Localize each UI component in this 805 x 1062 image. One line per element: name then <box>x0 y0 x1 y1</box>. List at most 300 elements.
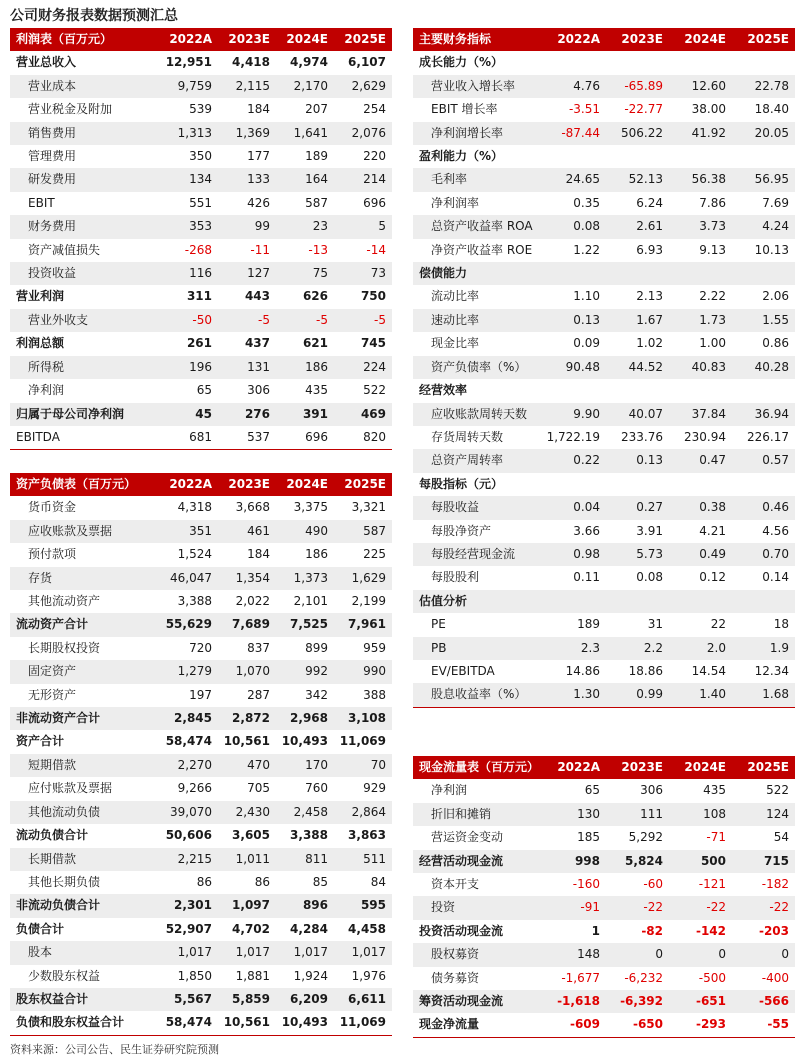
row-label: 其他长期负债 <box>28 874 101 889</box>
cell-value: 7,689 <box>218 613 276 636</box>
cell-value: -650 <box>632 1017 663 1032</box>
cell-value: 4.76 <box>543 75 606 98</box>
table-row <box>10 122 392 145</box>
cell-value: 595 <box>334 894 392 917</box>
cell-value: 4,418 <box>232 55 270 70</box>
table-row <box>413 660 795 683</box>
table-row <box>10 801 392 824</box>
cell-value: 715 <box>732 850 795 873</box>
cell-value: 177 <box>247 149 270 164</box>
row-label: 净利润 <box>431 783 468 798</box>
table-row <box>10 590 392 613</box>
table-row <box>10 988 392 1011</box>
table-row <box>10 660 392 683</box>
cash-flow-table <box>413 756 795 1038</box>
table-row <box>10 51 392 74</box>
cell-value: 4.24 <box>732 215 795 238</box>
row-label: 非流动负债合计 <box>10 894 160 917</box>
year-header: 2023E <box>606 756 669 779</box>
table-row <box>413 356 795 379</box>
cell-value: 37.84 <box>669 403 732 426</box>
cell-value: 130 <box>543 803 606 826</box>
cell-value: 353 <box>160 215 218 238</box>
cell-value: 342 <box>305 687 328 702</box>
cell-value: 306 <box>247 383 270 398</box>
cell-value: 4,318 <box>177 500 212 515</box>
table-row <box>10 496 392 519</box>
cell-value: 85 <box>312 874 328 889</box>
cell-value: 9,266 <box>177 781 212 796</box>
cell-value: 3,388 <box>290 828 328 843</box>
cell-value: 3,668 <box>235 500 270 515</box>
cell-value: 55,629 <box>160 613 218 636</box>
cell-value: 5,567 <box>160 988 218 1011</box>
row-label: 其他流动负债 <box>10 801 160 824</box>
cell-value: 12,951 <box>165 55 212 70</box>
table-row <box>10 848 392 871</box>
cell-value: 2,872 <box>218 707 276 730</box>
cell-value: 1.40 <box>669 683 732 707</box>
cell-value: 0.27 <box>606 496 669 519</box>
cell-value: 522 <box>363 383 386 398</box>
cell-value: -22 <box>669 896 732 919</box>
cell-value: 4.56 <box>762 523 789 538</box>
cell-value <box>543 51 606 74</box>
table-row <box>413 145 795 168</box>
cell-value: -203 <box>758 923 789 938</box>
cell-value: 18.86 <box>628 663 663 678</box>
cell-value: 39,070 <box>160 801 218 824</box>
cell-value: -22 <box>606 896 669 919</box>
cell-value: 470 <box>218 754 276 777</box>
table-row <box>413 496 795 519</box>
cell-value: 52,907 <box>165 921 212 936</box>
year-header: 2022A <box>160 28 218 51</box>
table-row <box>413 262 795 285</box>
cell-value: 461 <box>218 520 276 543</box>
cell-value: 40.07 <box>606 403 669 426</box>
row-label: 营业外收支 <box>10 309 160 332</box>
cell-value: 2.13 <box>636 289 663 304</box>
row-label: 固定资产 <box>10 660 160 683</box>
cell-value: 4,458 <box>348 921 386 936</box>
cell-value: 750 <box>360 289 386 304</box>
table-row <box>413 943 795 966</box>
cell-value: 0.46 <box>732 496 795 519</box>
cell-value: 3,375 <box>293 500 328 515</box>
income-header-row <box>10 28 392 51</box>
cell-value: 7,961 <box>334 613 392 636</box>
row-label: 投资活动现金流 <box>419 923 504 938</box>
row-label: 存货周转天数 <box>431 429 504 444</box>
cell-value: 0.14 <box>762 570 789 585</box>
table-row <box>413 215 795 238</box>
cell-value: 6.93 <box>636 242 663 257</box>
cell-value: 5 <box>334 215 392 238</box>
cell-value: 170 <box>276 754 334 777</box>
cell-value: 3,108 <box>334 707 392 730</box>
year-header: 2023E <box>218 28 276 51</box>
cell-value: 2.22 <box>699 289 726 304</box>
cell-value: 2,115 <box>218 75 276 98</box>
cell-value: 811 <box>276 848 334 871</box>
cell-value: 50,606 <box>165 828 212 843</box>
cell-value: 14.54 <box>691 663 726 678</box>
year-header: 2024E <box>669 28 732 51</box>
cell-value: 1,924 <box>293 968 328 983</box>
table-row <box>413 98 795 121</box>
table-row <box>10 567 392 590</box>
cell-value: 9,759 <box>160 75 218 98</box>
cell-value: 14.86 <box>565 663 600 678</box>
table-row <box>10 215 392 238</box>
table-row <box>413 590 795 613</box>
cell-value: 720 <box>189 640 212 655</box>
cell-value: -500 <box>698 970 726 985</box>
row-label: 归属于母公司净利润 <box>10 403 160 426</box>
cell-value: 24.65 <box>543 168 606 191</box>
year-header: 2024E <box>276 28 334 51</box>
cell-value: 2,458 <box>276 801 334 824</box>
cell-value <box>732 262 795 285</box>
table-row <box>413 379 795 402</box>
cell-value: -11 <box>250 242 270 257</box>
cell-value: 186 <box>276 356 334 379</box>
row-label: 偿债能力 <box>413 262 543 285</box>
row-label: 资本开支 <box>431 877 480 892</box>
row-label: 股权募资 <box>413 943 543 966</box>
cell-value: 1,011 <box>218 848 276 871</box>
row-label: 营运资金变动 <box>431 830 504 845</box>
cell-value: 1,976 <box>351 968 386 983</box>
row-label: 营业利润 <box>16 289 65 304</box>
cell-value <box>669 379 732 402</box>
cell-value: 0.08 <box>636 570 663 585</box>
row-label: 债务募资 <box>431 970 480 985</box>
page-title: 公司财务报表数据预测汇总 <box>10 8 178 24</box>
table-row <box>10 871 392 894</box>
income-table-title: 利润表（百万元） <box>10 28 160 51</box>
cell-value: 998 <box>543 850 606 873</box>
table-row <box>10 684 392 707</box>
cell-value: 1,070 <box>218 660 276 683</box>
cell-value: 220 <box>363 149 386 164</box>
year-header: 2025E <box>334 28 392 51</box>
table-row <box>10 262 392 285</box>
table-row <box>413 239 795 262</box>
cell-value: 12.60 <box>669 75 732 98</box>
cell-value: 391 <box>276 403 334 426</box>
cell-value: 10,493 <box>281 734 328 749</box>
cell-value: 1,641 <box>276 122 334 145</box>
cell-value: -71 <box>706 830 726 845</box>
table-row <box>413 168 795 191</box>
table-row <box>413 967 795 990</box>
table-row <box>10 941 392 964</box>
cell-value: 0.11 <box>573 570 600 585</box>
cell-value: 0.86 <box>762 336 789 351</box>
cell-value: 134 <box>160 168 218 191</box>
cell-value: 681 <box>189 429 212 444</box>
cell-value: 0 <box>606 943 669 966</box>
row-label: 所得税 <box>10 356 160 379</box>
cell-value: 350 <box>189 149 212 164</box>
cell-value: 9.90 <box>543 403 606 426</box>
cell-value <box>669 590 732 613</box>
cell-value: 490 <box>276 520 334 543</box>
cell-value: 261 <box>186 336 212 351</box>
row-label: 其他流动资产 <box>28 594 101 609</box>
row-label: 每股指标（元） <box>419 476 504 491</box>
year-header: 2025E <box>732 756 795 779</box>
table-row <box>10 730 392 753</box>
cell-value: 0.99 <box>606 683 669 707</box>
cell-value: 164 <box>276 168 334 191</box>
table-row <box>10 168 392 191</box>
cell-value: 116 <box>160 262 218 285</box>
cell-value: 6.24 <box>636 195 663 210</box>
cell-value: 56.38 <box>669 168 732 191</box>
cell-value <box>669 262 732 285</box>
row-label: 速动比率 <box>413 309 543 332</box>
cell-value: 224 <box>334 356 392 379</box>
table-row <box>10 192 392 215</box>
cell-value: -6,232 <box>624 970 663 985</box>
cell-value: -65.89 <box>606 75 669 98</box>
cell-value: 65 <box>196 383 212 398</box>
cell-value: 2,199 <box>351 594 386 609</box>
cell-value <box>732 473 795 496</box>
cell-value: 287 <box>247 687 270 702</box>
row-label: 非流动资产合计 <box>10 707 160 730</box>
cell-value: 1.30 <box>543 683 606 707</box>
cell-value: 1.02 <box>636 336 663 351</box>
income-statement-table <box>10 28 392 450</box>
cell-value: 44.52 <box>606 356 669 379</box>
year-header: 2023E <box>606 28 669 51</box>
row-label: 营业税金及附加 <box>28 102 113 117</box>
cell-value: 7.86 <box>699 195 726 210</box>
row-label: 净利润增长率 <box>413 122 543 145</box>
cell-value: -5 <box>276 309 334 332</box>
cell-value: 4,284 <box>290 921 328 936</box>
cell-value: 7,525 <box>276 613 334 636</box>
cell-value: 5,292 <box>628 830 663 845</box>
table-row <box>413 683 795 707</box>
cell-value: 3.91 <box>636 523 663 538</box>
row-label: 现金比率 <box>431 336 480 351</box>
cell-value: 929 <box>363 781 386 796</box>
row-label: 股息收益率（%） <box>413 683 543 707</box>
row-label: 应收账款及票据 <box>10 520 160 543</box>
cell-value: 0.22 <box>543 449 606 472</box>
table-row <box>413 51 795 74</box>
cell-value: 1,017 <box>218 941 276 964</box>
row-label: PE <box>431 617 446 632</box>
cell-value: 435 <box>703 783 726 798</box>
cell-value: 5.73 <box>606 543 669 566</box>
cell-value: 12.34 <box>754 663 789 678</box>
row-label: 应收账款周转天数 <box>413 403 543 426</box>
cell-value: 0.38 <box>669 496 732 519</box>
cell-value: 2.06 <box>762 289 789 304</box>
cell-value <box>606 262 669 285</box>
cell-value: -3.51 <box>568 102 600 117</box>
cell-value: 18 <box>773 617 789 632</box>
cell-value: -182 <box>761 877 789 892</box>
cell-value: 3.73 <box>669 215 732 238</box>
cell-value: 1,629 <box>334 567 392 590</box>
cell-value: 207 <box>305 102 328 117</box>
row-label: 负债合计 <box>16 921 65 936</box>
cell-value: 9.13 <box>699 242 726 257</box>
cell-value: 4.21 <box>699 523 726 538</box>
cell-value: 311 <box>186 289 212 304</box>
year-header: 2024E <box>669 756 732 779</box>
table-row <box>10 754 392 777</box>
cell-value: 435 <box>305 383 328 398</box>
cell-value <box>669 51 732 74</box>
row-label: 总资产收益率 ROA <box>413 215 543 238</box>
row-label: EV/EBITDA <box>431 663 495 678</box>
table-row <box>413 566 795 589</box>
cell-value: -121 <box>698 877 726 892</box>
cell-value: 1,722.19 <box>546 429 600 444</box>
cell-value: 306 <box>640 783 663 798</box>
cell-value: 189 <box>577 617 600 632</box>
table-row <box>413 403 795 426</box>
table-row <box>10 918 392 941</box>
cell-value: 84 <box>370 874 386 889</box>
cell-value <box>543 145 606 168</box>
table-row <box>413 613 795 636</box>
cell-value: 2,101 <box>293 594 328 609</box>
cell-value: 0.70 <box>732 543 795 566</box>
row-label: 流动负债合计 <box>16 828 89 843</box>
row-label: 营业总收入 <box>16 55 77 70</box>
cell-value: -82 <box>641 923 663 938</box>
table-row <box>10 75 392 98</box>
cell-value: 20.05 <box>732 122 795 145</box>
cell-value: 1,017 <box>334 941 392 964</box>
table-row <box>10 520 392 543</box>
cell-value: -22 <box>732 896 795 919</box>
row-label: 应付账款及票据 <box>28 781 113 796</box>
cell-value: 254 <box>363 102 386 117</box>
year-header: 2022A <box>160 473 218 496</box>
cell-value: 6,209 <box>276 988 334 1011</box>
year-header: 2023E <box>218 473 276 496</box>
cell-value: 0.13 <box>606 449 669 472</box>
cell-value: 54 <box>773 830 789 845</box>
cell-value: -87.44 <box>543 122 606 145</box>
row-label: 净利润率 <box>431 195 480 210</box>
cell-value: 2,270 <box>160 754 218 777</box>
table-row <box>10 613 392 636</box>
table-row <box>413 75 795 98</box>
row-label: EBIT 增长率 <box>431 102 498 117</box>
cell-value: 539 <box>189 102 212 117</box>
table-row <box>413 896 795 919</box>
row-label: PB <box>413 637 543 660</box>
cell-value: 184 <box>247 547 270 562</box>
table-row <box>413 990 795 1013</box>
cell-value: 2,845 <box>160 707 218 730</box>
table-row <box>10 403 392 426</box>
cell-value: 1,369 <box>218 122 276 145</box>
cell-value: -22.77 <box>624 102 663 117</box>
row-label: EBIT <box>28 195 55 210</box>
cell-value: 41.92 <box>669 122 732 145</box>
row-label: 长期股权投资 <box>28 640 101 655</box>
year-header: 2022A <box>543 28 606 51</box>
cell-value: 2,170 <box>276 75 334 98</box>
row-label: 筹资活动现金流 <box>413 990 543 1013</box>
cell-value: -91 <box>543 896 606 919</box>
cell-value: 2.61 <box>606 215 669 238</box>
row-label: 股本 <box>10 941 160 964</box>
cell-value: 22.78 <box>732 75 795 98</box>
cell-value: 443 <box>244 289 270 304</box>
row-label: 净资产收益率 ROE <box>431 242 533 257</box>
cell-value: 0 <box>732 943 795 966</box>
cell-value: 52.13 <box>606 168 669 191</box>
cell-value: 196 <box>160 356 218 379</box>
row-label: 现金净流量 <box>419 1017 480 1032</box>
table-row <box>10 637 392 660</box>
cell-value: 1,850 <box>177 968 212 983</box>
table-row <box>10 426 392 450</box>
cashflow-table-title: 现金流量表（百万元） <box>413 756 543 779</box>
table-row <box>10 98 392 121</box>
metrics-header-row <box>413 28 795 51</box>
cell-value: 226.17 <box>747 429 789 444</box>
cell-value: 214 <box>334 168 392 191</box>
cell-value: -1,677 <box>561 970 600 985</box>
cell-value: 133 <box>218 168 276 191</box>
balance-table-title: 资产负债表（百万元） <box>10 473 160 496</box>
cell-value: 506.22 <box>606 122 669 145</box>
cell-value: 6,107 <box>348 55 386 70</box>
cell-value: -268 <box>184 242 212 257</box>
table-row <box>413 1013 795 1037</box>
cell-value: 0.35 <box>573 195 600 210</box>
table-row <box>10 894 392 917</box>
cell-value: 56.95 <box>732 168 795 191</box>
cell-value: 745 <box>360 336 386 351</box>
year-header: 2024E <box>276 473 334 496</box>
cell-value: 899 <box>305 640 328 655</box>
cell-value: -60 <box>643 877 663 892</box>
cell-value: 0.13 <box>543 309 606 332</box>
cell-value: 0.47 <box>669 449 732 472</box>
cell-value: 837 <box>247 640 270 655</box>
cell-value: 2.0 <box>669 637 732 660</box>
cell-value: 3,388 <box>177 594 212 609</box>
cell-value: 2.3 <box>543 637 606 660</box>
cell-value <box>669 473 732 496</box>
row-label: 经营活动现金流 <box>413 850 543 873</box>
cell-value: 11,069 <box>339 734 386 749</box>
cell-value: 621 <box>302 336 328 351</box>
cell-value: 437 <box>244 336 270 351</box>
cell-value: 0.04 <box>543 496 606 519</box>
cell-value: -14 <box>366 242 386 257</box>
cell-value: 1.67 <box>606 309 669 332</box>
cell-value: 959 <box>363 640 386 655</box>
cell-value: 36.94 <box>732 403 795 426</box>
cell-value: 10,493 <box>281 1015 328 1030</box>
